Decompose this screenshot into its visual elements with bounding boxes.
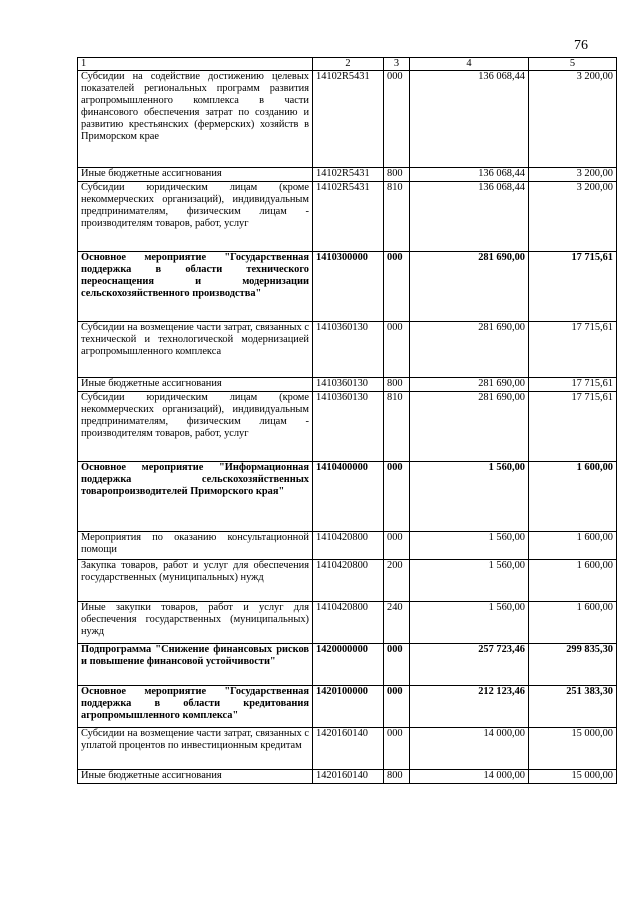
- target-code-cell: 1410360130: [313, 322, 384, 378]
- expense-type-cell: 810: [384, 392, 410, 462]
- target-code-cell: 1410360130: [313, 392, 384, 462]
- amount-col5-cell: 3 200,00: [529, 168, 617, 182]
- item-name-cell: Иные закупки товаров, работ и услуг для обеспечения государственных (муниципальных) нужд: [78, 602, 313, 644]
- column-header: 2: [313, 58, 384, 71]
- amount-col4-cell: 136 068,44: [410, 71, 529, 168]
- expense-type-cell: 240: [384, 602, 410, 644]
- expense-type-cell: 000: [384, 686, 410, 728]
- target-code-cell: 1410360130: [313, 378, 384, 392]
- budget-table: [77, 57, 617, 784]
- target-code-cell: 1410420800: [313, 560, 384, 602]
- amount-col5-cell: 17 715,61: [529, 378, 617, 392]
- target-code-cell: 1410420800: [313, 602, 384, 644]
- amount-col5-cell: 251 383,30: [529, 686, 617, 728]
- target-code-cell: 1420100000: [313, 686, 384, 728]
- amount-col4-cell: 1 560,00: [410, 560, 529, 602]
- item-name-cell: Закупка товаров, работ и услуг для обеспечения государственных (муниципальных) нужд: [78, 560, 313, 602]
- table-header-row: [78, 58, 617, 71]
- target-code-cell: 1410420800: [313, 532, 384, 560]
- amount-col4-cell: 136 068,44: [410, 168, 529, 182]
- amount-col4-cell: 212 123,46: [410, 686, 529, 728]
- amount-col4-cell: 257 723,46: [410, 644, 529, 686]
- amount-col5-cell: 3 200,00: [529, 71, 617, 168]
- column-header: 4: [410, 58, 529, 71]
- target-code-cell: 14102R5431: [313, 168, 384, 182]
- table-row: [78, 686, 617, 728]
- amount-col5-cell: 1 600,00: [529, 462, 617, 532]
- amount-col5-cell: 17 715,61: [529, 322, 617, 378]
- expense-type-cell: 800: [384, 378, 410, 392]
- amount-col4-cell: 281 690,00: [410, 252, 529, 322]
- item-name-cell: Основное мероприятие "Государственная поддержка в области технического переоснащения и модернизации сельскохозяйственного производства": [78, 252, 313, 322]
- target-code-cell: 1410400000: [313, 462, 384, 532]
- page-number: 76: [574, 38, 588, 53]
- target-code-cell: 14102R5431: [313, 182, 384, 252]
- target-code-cell: 1410300000: [313, 252, 384, 322]
- amount-col5-cell: 15 000,00: [529, 770, 617, 784]
- expense-type-cell: 000: [384, 322, 410, 378]
- amount-col5-cell: 15 000,00: [529, 728, 617, 770]
- amount-col4-cell: 281 690,00: [410, 392, 529, 462]
- expense-type-cell: 000: [384, 532, 410, 560]
- amount-col5-cell: 17 715,61: [529, 252, 617, 322]
- table-row: [78, 378, 617, 392]
- expense-type-cell: 000: [384, 728, 410, 770]
- amount-col4-cell: 1 560,00: [410, 532, 529, 560]
- amount-col4-cell: 14 000,00: [410, 728, 529, 770]
- expense-type-cell: 000: [384, 462, 410, 532]
- table-row: [78, 560, 617, 602]
- table-row: [78, 728, 617, 770]
- expense-type-cell: 000: [384, 252, 410, 322]
- item-name-cell: Иные бюджетные ассигнования: [78, 770, 313, 784]
- amount-col5-cell: 1 600,00: [529, 560, 617, 602]
- amount-col5-cell: 299 835,30: [529, 644, 617, 686]
- item-name-cell: Иные бюджетные ассигнования: [78, 168, 313, 182]
- table-row: [78, 602, 617, 644]
- expense-type-cell: 000: [384, 644, 410, 686]
- item-name-cell: Основное мероприятие "Информационная поддержка сельскохозяйственных товаропроизводителей Приморского края": [78, 462, 313, 532]
- table-row: [78, 71, 617, 168]
- expense-type-cell: 810: [384, 182, 410, 252]
- amount-col5-cell: 1 600,00: [529, 602, 617, 644]
- amount-col4-cell: 136 068,44: [410, 182, 529, 252]
- expense-type-cell: 200: [384, 560, 410, 602]
- item-name-cell: Подпрограмма "Снижение финансовых рисков и повышение финансовой устойчивости": [78, 644, 313, 686]
- item-name-cell: Мероприятия по оказанию консультационной помощи: [78, 532, 313, 560]
- amount-col4-cell: 14 000,00: [410, 770, 529, 784]
- item-name-cell: Субсидии на возмещение части затрат, связанных с уплатой процентов по инвестиционным кредитам: [78, 728, 313, 770]
- table-row: [78, 168, 617, 182]
- target-code-cell: 14102R5431: [313, 71, 384, 168]
- table-row: [78, 462, 617, 532]
- table-row: [78, 770, 617, 784]
- item-name-cell: Субсидии на возмещение части затрат, связанных с технической и технологической модернизацией агропромышленного комплекса: [78, 322, 313, 378]
- item-name-cell: Субсидии на содействие достижению целевых показателей региональных программ развития агропромышленного комплекса в части финансового обеспечения затрат по созданию и развитию крестьянских (фермерских) хозяйств в Приморском крае: [78, 71, 313, 168]
- amount-col4-cell: 281 690,00: [410, 378, 529, 392]
- target-code-cell: 1420000000: [313, 644, 384, 686]
- item-name-cell: Основное мероприятие "Государственная поддержка в области кредитования агропромышленного комплекса": [78, 686, 313, 728]
- expense-type-cell: 800: [384, 770, 410, 784]
- table-row: [78, 182, 617, 252]
- table-row: [78, 392, 617, 462]
- item-name-cell: Субсидии юридическим лицам (кроме некоммерческих организаций), индивидуальным предпринимателям, физическим лицам - производителям товаров, работ, услуг: [78, 182, 313, 252]
- column-header: 1: [78, 58, 313, 71]
- table-row: [78, 322, 617, 378]
- amount-col4-cell: 1 560,00: [410, 602, 529, 644]
- expense-type-cell: 800: [384, 168, 410, 182]
- column-header: 5: [529, 58, 617, 71]
- table-row: [78, 252, 617, 322]
- column-header: 3: [384, 58, 410, 71]
- table-row: [78, 644, 617, 686]
- item-name-cell: Субсидии юридическим лицам (кроме некоммерческих организаций), индивидуальным предпринимателям, физическим лицам - производителям товаров, работ, услуг: [78, 392, 313, 462]
- amount-col5-cell: 17 715,61: [529, 392, 617, 462]
- amount-col5-cell: 3 200,00: [529, 182, 617, 252]
- item-name-cell: Иные бюджетные ассигнования: [78, 378, 313, 392]
- amount-col4-cell: 1 560,00: [410, 462, 529, 532]
- amount-col4-cell: 281 690,00: [410, 322, 529, 378]
- target-code-cell: 1420160140: [313, 770, 384, 784]
- expense-type-cell: 000: [384, 71, 410, 168]
- amount-col5-cell: 1 600,00: [529, 532, 617, 560]
- table-row: [78, 532, 617, 560]
- target-code-cell: 1420160140: [313, 728, 384, 770]
